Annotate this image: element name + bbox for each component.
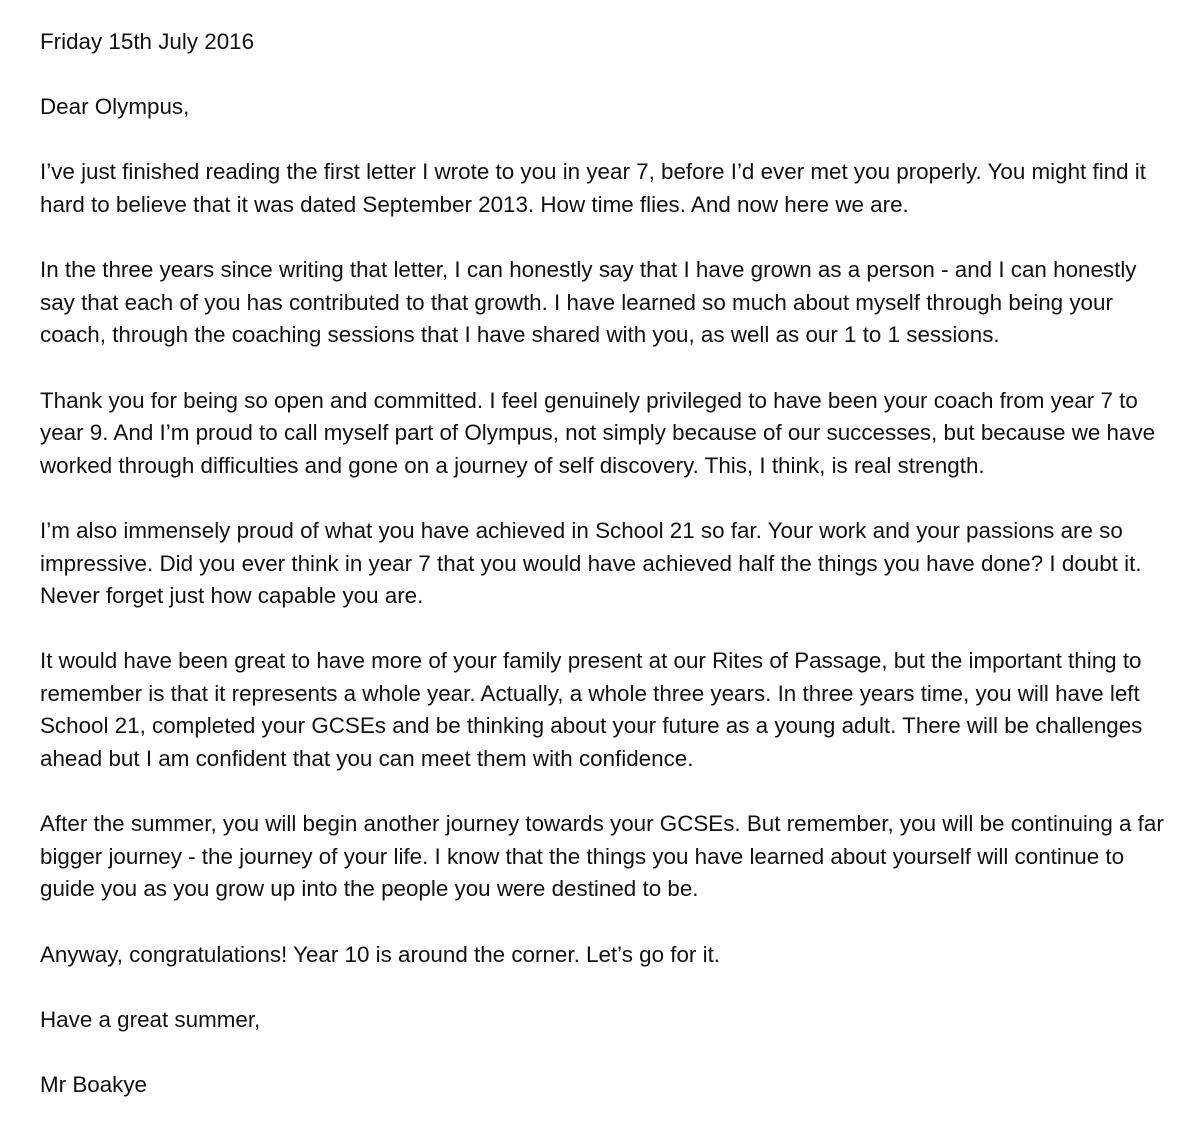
letter-paragraph: Anyway, congratulations! Year 10 is around the corner. Let’s go for it.	[40, 941, 721, 967]
letter-paragraph: It would have been great to have more of your family present at our Rites of Passage, but the important thing to remember is that it represents a whole year. Actually, a whole three years. In three years time, you will have left School 21, completed your GCSEs and be thinking about your future as a young adult. There will be challenges ahead but I am confident that you can meet them with confidence.	[40, 648, 1143, 772]
letter-paragraph: I’m also immensely proud of what you have achieved in School 21 so far. Your work and your passions are so impressive. Did you ever think in year 7 that you would have achieved half the things you have done? I doubt it. Never forget just how capable you are.	[40, 517, 1142, 609]
letter-paragraph: In the three years since writing that letter, I can honestly say that I have grown as a person - and I can honestly say that each of you has contributed to that growth. I have learned so much about myself through being your coach, through the coaching sessions that I have shared with you, as well as our 1 to 1 sessions.	[40, 257, 1137, 348]
letter-paragraph: After the summer, you will begin another journey towards your GCSEs. But remember, you will be continuing a far bigger journey - the journey of your life. I know that the things you have learned about yourself will continue to guide you as you grow up into the people you were destined to be.	[40, 811, 1164, 902]
letter-body	[40, 26, 1170, 1102]
letter-paragraph: Thank you for being so open and committed. I feel genuinely privileged to have been your coach from year 7 to year 9. And I’m proud to call myself part of Olympus, not simply because of our successes, but because we have worked through difficulties and gone on a journey of self discovery. This, I think, is real strength.	[40, 387, 1156, 478]
letter-signature: Mr Boakye	[40, 1072, 148, 1097]
letter-salutation: Dear Olympus,	[40, 94, 190, 120]
letter-date: Friday 15th July 2016	[40, 29, 255, 54]
letter-closing: Have a great summer,	[40, 1006, 261, 1032]
letter-paragraph: I’ve just finished reading the first letter I wrote to you in year 7, before I’d ever met you properly. You might find it hard to believe that it was dated September 2013. How time flies. And now here we are.	[40, 159, 1147, 217]
